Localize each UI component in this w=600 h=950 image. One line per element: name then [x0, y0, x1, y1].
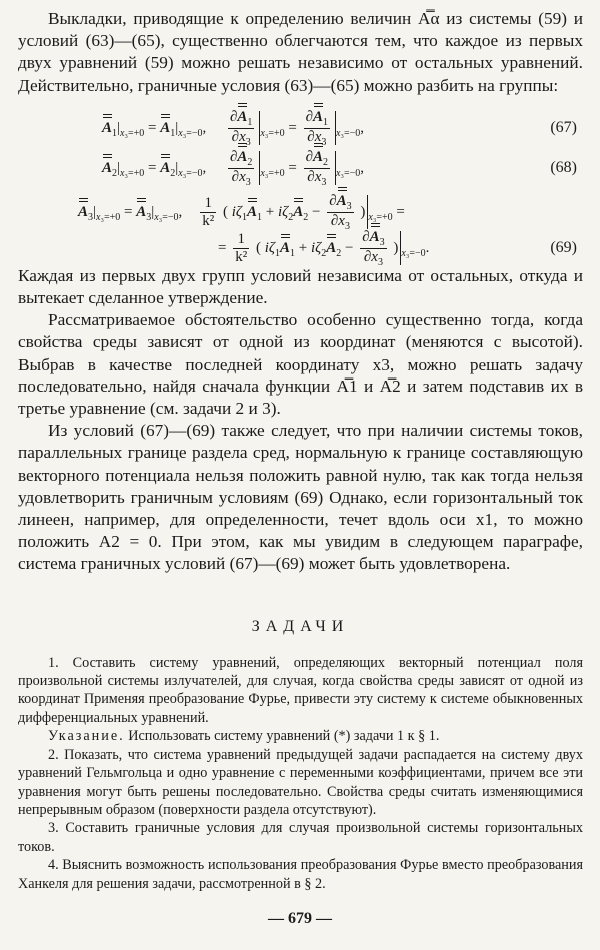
hint-text: Использовать систему уравнений (*) задачи 1 к § 1. — [124, 728, 440, 745]
task-1-hint — [18, 727, 583, 745]
section-title: ЗАДАЧИ — [251, 617, 350, 635]
equation-68: $A_2|_{x_3=+0} = A_2|_{x_3=-0}$, $\frac{\partial A_2}{\partial x_3}$ $_{x_3=+0}$ = $\frac{\partial A_2}{\partial x_3}$ $_{x_3=-0}$, — [102, 148, 364, 188]
task-1: 1. Составить систему уравнений, определяющих векторный потенциал поля произвольной системы излучателей, для случая, когда свойства среды зависят от одной из координат Применяя преобразование Фурье, привести эту систему к системе обыкновенных дифференциальных уравнений. — [18, 654, 583, 726]
equation-69-line-2: = $\frac{1}{\text{k²}}$ ( $i\zeta_1A_1 + i\zeta_2A_2$ − $\frac{\partial A_3}{\partial x_3}$ ) $_{x_3=-0}$. — [218, 228, 430, 268]
paragraph-4: Из условий (67)—(69) также следует, что при наличии системы токов, параллельных границе раздела сред, нормальную к границе составляющую векторного потенциала нельзя положить равной нулю, так как тогда нельзя удовлетворить граничным условиям (69) Однако, если горизонтальный ток линеен, например, для определенности, течет вдоль оси x1, то можно положить A2 = 0. При этом, как мы увидим в следующем параграфе, система граничных условий (67)—(69) может быть удовлетворена. — [18, 421, 583, 574]
paragraph-2: Каждая из первых двух групп условий независима от остальных, откуда и вытекает сделанное утверждение. — [18, 265, 583, 308]
equation-69-line-1: $A_3|_{x_3=+0} = A_3|_{x_3=-0}$, $\frac{1}{\text{k²}}$ ( $i\zeta_1A_1 + i\zeta_2A_2$ − $\frac{\partial A_3}{\partial x_3}$ ) $_{x_3=+0}$ = — [78, 192, 405, 232]
equation-number-67: (67) — [550, 118, 577, 136]
equation-number-68: (68) — [550, 158, 577, 176]
task-3: 3. Составить граничные условия для случая произвольной системы горизонтальных токов. — [18, 820, 583, 855]
paragraph-1: Выкладки, приводящие к определению величин A̿α из системы (59) и условий (63)—(65), существенно облегчаются тем, что каждое из первых двух уравнений (59) можно решать независимо от остальных уравнений. Действительно, граничные условия (63)—(65) можно разбить на группы: — [18, 9, 583, 95]
page-number: — 679 — — [268, 910, 332, 927]
hint-label: Указание. — [48, 728, 125, 745]
task-2: 2. Показать, что система уравнений предыдущей задачи распадается на систему двух уравнений Гельмгольца и одно уравнение с переменными коэффициентами, причем все эти уравнения могут быть решены последовательно. Свойства среды считать изменяющимися непрерывным образом (поверхности раздела отсутствуют). — [18, 746, 583, 818]
task-4: 4. Выяснить возможность использования преобразования Фурье вместо преобразования Ханкеля для решения задачи, рассмотренной в § 2. — [18, 857, 583, 892]
equation-block — [18, 105, 583, 268]
paragraph-3: Рассматриваемое обстоятельство особенно существенно тогда, когда свойства среды зависят от одной из координат (меняются с высотой). Выбрав в качестве последней координату x3, можно решать задачу последовательно, найдя сначала функции A̿1 и A̿2 и затем подставив их в третье уравнение (см. задачи 2 и 3). — [18, 310, 583, 419]
equation-67: $A_1|_{x_3=+0} = A_1|_{x_3=-0}$, $\frac{\partial A_1}{\partial x_3}$ $_{x_3=+0}$ = $\frac{\partial A_1}{\partial x_3}$ $_{x_3=-0}$, — [102, 108, 364, 148]
page-content — [18, 8, 583, 893]
equation-number-69: (69) — [550, 238, 577, 256]
